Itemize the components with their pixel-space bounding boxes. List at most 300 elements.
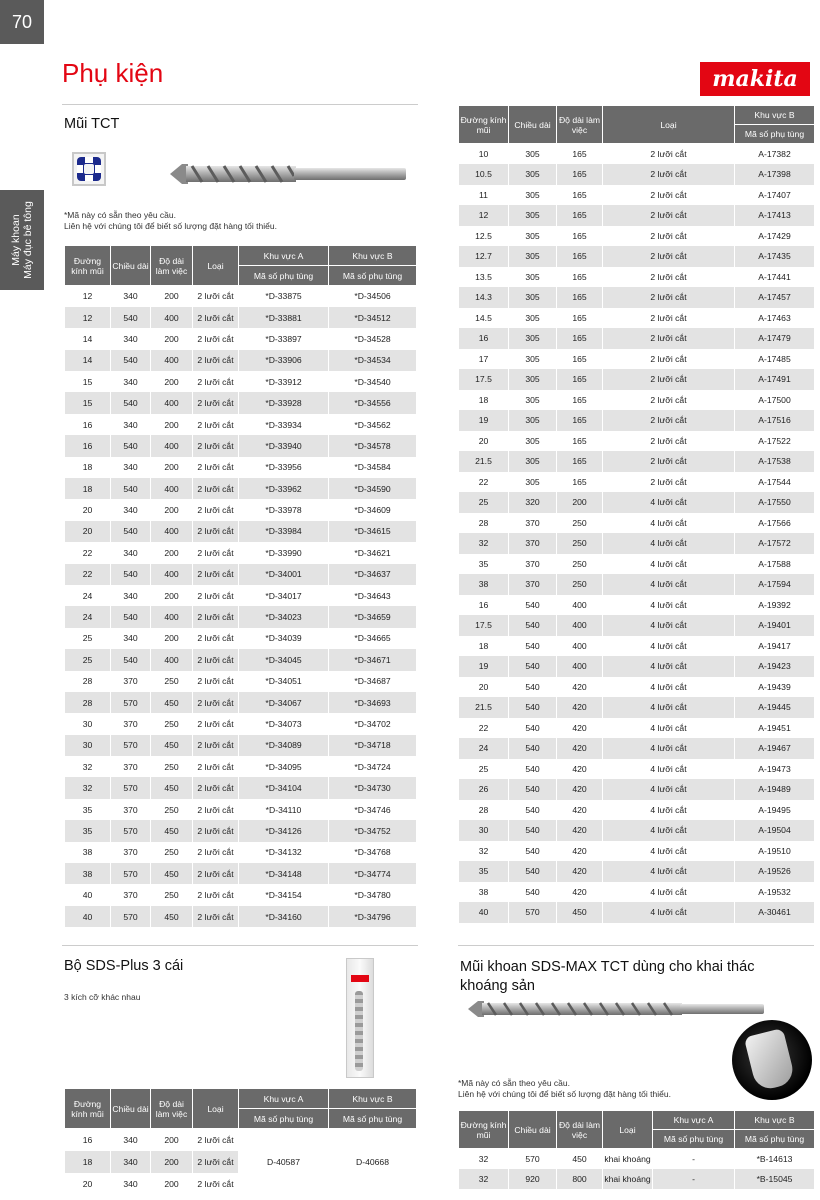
table-cell: A-17500: [735, 390, 815, 411]
table-cell: 540: [509, 636, 557, 657]
table-cell: 4 lưỡi cắt: [603, 759, 735, 780]
table-cell: 12.5: [459, 226, 509, 247]
col-header-area-a: Khu vực A: [653, 1111, 735, 1130]
table-cell: 4 lưỡi cắt: [603, 820, 735, 841]
table-cell: 540: [111, 307, 151, 328]
table-cell: *D-34718: [329, 735, 417, 756]
table-cell: -: [653, 1149, 735, 1169]
table-cell: 570: [111, 863, 151, 884]
table-cell: 400: [151, 649, 193, 670]
table-cell: 540: [509, 861, 557, 882]
table-cell: A-17566: [735, 513, 815, 534]
table-row: [459, 472, 815, 493]
col-header-area-b: Khu vực B: [329, 246, 417, 266]
table-cell: 400: [151, 478, 193, 499]
table-cell: 18: [65, 1151, 111, 1173]
col-header-working-length: Độ dài làm việc: [151, 1089, 193, 1129]
table-cell: 2 lưỡi cắt: [193, 692, 239, 713]
table-cell: 4 lưỡi cắt: [603, 513, 735, 534]
table-cell: 25: [65, 649, 111, 670]
table-cell: 28: [65, 671, 111, 692]
table-cell: 20: [65, 1173, 111, 1195]
table-cell: A-17413: [735, 205, 815, 226]
table-row: [65, 884, 417, 905]
table-cell: 540: [111, 649, 151, 670]
table-cell: 165: [557, 410, 603, 431]
col-header-area-a: Khu vực A: [239, 246, 329, 266]
table-cell: 16: [65, 414, 111, 435]
table-cell: 340: [111, 414, 151, 435]
table-cell: 30: [459, 820, 509, 841]
col-header-working-length: Độ dài làm việc: [557, 106, 603, 144]
table-cell: 38: [459, 882, 509, 903]
table-cell: -: [653, 1169, 735, 1189]
table-cell: *D-34730: [329, 777, 417, 798]
table-cell: 2 lưỡi cắt: [193, 884, 239, 905]
table-row: [65, 414, 417, 435]
table-cell: 200: [151, 542, 193, 563]
table-cell: A-19489: [735, 779, 815, 800]
table-cell: 340: [111, 1129, 151, 1151]
page-title: Phụ kiện: [62, 58, 164, 88]
table-cell: 14: [65, 350, 111, 371]
table-cell: 540: [509, 615, 557, 636]
table-cell: 28: [459, 800, 509, 821]
table-cell: *D-33990: [239, 542, 329, 563]
table-row: [459, 513, 815, 534]
table-cell: 400: [557, 656, 603, 677]
table-cell: 25: [459, 492, 509, 513]
table-cell: 32: [459, 841, 509, 862]
table-cell: 2 lưỡi cắt: [193, 628, 239, 649]
col-header-diameter: Đường kính mũi: [65, 246, 111, 286]
table-cell: 200: [151, 585, 193, 606]
table-cell: *D-34154: [239, 884, 329, 905]
table-row: [65, 307, 417, 328]
table-cell: 19: [459, 410, 509, 431]
sds-max-table-body: [459, 1149, 815, 1189]
table-row: [65, 649, 417, 670]
table-cell: *D-33897: [239, 328, 329, 349]
table-cell: 400: [151, 307, 193, 328]
page-number: 70: [0, 0, 44, 44]
table-cell: *D-34556: [329, 392, 417, 413]
table-cell: 450: [557, 902, 603, 923]
table-cell: 20: [65, 521, 111, 542]
table-cell: 2 lưỡi cắt: [193, 371, 239, 392]
table-cell: *D-33928: [239, 392, 329, 413]
table-cell: 305: [509, 226, 557, 247]
table-cell: 2 lưỡi cắt: [603, 226, 735, 247]
col-header-area-b: Khu vực B: [735, 106, 815, 125]
table-cell: 200: [151, 414, 193, 435]
table-cell: 200: [151, 371, 193, 392]
tct-note: [64, 210, 277, 232]
table-cell: 305: [509, 205, 557, 226]
table-row: [459, 349, 815, 370]
table-row: [459, 287, 815, 308]
table-row: [459, 267, 815, 288]
section-divider: [62, 104, 418, 105]
table-cell: *D-34023: [239, 606, 329, 627]
table-cell: *D-34615: [329, 521, 417, 542]
table-cell: 305: [509, 451, 557, 472]
col-header-area-b: Khu vực B: [735, 1111, 815, 1130]
table-row: [459, 636, 815, 657]
table-cell: 25: [459, 759, 509, 780]
table-cell: 370: [509, 513, 557, 534]
table-cell: 165: [557, 349, 603, 370]
table-cell: 2 lưỡi cắt: [193, 307, 239, 328]
table-cell: 4 lưỡi cắt: [603, 636, 735, 657]
table-cell: 340: [111, 1173, 151, 1195]
table-row: [459, 595, 815, 616]
table-cell: 370: [111, 842, 151, 863]
table-cell: 165: [557, 390, 603, 411]
table-cell: 450: [151, 735, 193, 756]
table-cell: 250: [557, 554, 603, 575]
table-cell: *D-34671: [329, 649, 417, 670]
table-cell: 400: [151, 606, 193, 627]
table-cell: *D-34104: [239, 777, 329, 798]
table-cell: *D-34724: [329, 756, 417, 777]
table-cell: A-17572: [735, 533, 815, 554]
table-cell: 305: [509, 185, 557, 206]
table-cell: 540: [509, 595, 557, 616]
table-cell: *D-33906: [239, 350, 329, 371]
table-cell: 570: [509, 1149, 557, 1169]
table-row: [459, 902, 815, 923]
table-row: [459, 697, 815, 718]
table-cell: 340: [111, 371, 151, 392]
table-cell: 400: [151, 435, 193, 456]
table-cell: 420: [557, 738, 603, 759]
table-cell: 4 lưỡi cắt: [603, 492, 735, 513]
table-cell: 4 lưỡi cắt: [603, 800, 735, 821]
col-header-part-no-a: Mã số phụ tùng: [239, 1109, 329, 1129]
table-cell: 370: [111, 671, 151, 692]
table-cell: 420: [557, 718, 603, 739]
col-header-part-no-b: Mã số phụ tùng: [329, 266, 417, 286]
table-cell: 420: [557, 841, 603, 862]
table-cell: A-19495: [735, 800, 815, 821]
table-cell: *D-34132: [239, 842, 329, 863]
table-row: [459, 144, 815, 165]
table-cell: 540: [509, 779, 557, 800]
table-cell: 35: [459, 861, 509, 882]
table-cell: 2 lưỡi cắt: [193, 542, 239, 563]
table-cell: 20: [459, 677, 509, 698]
table-cell: 21.5: [459, 451, 509, 472]
table-cell: 200: [151, 1173, 193, 1195]
table-cell: A-17544: [735, 472, 815, 493]
table-row: [459, 369, 815, 390]
table-cell: 340: [111, 457, 151, 478]
table-cell: 305: [509, 246, 557, 267]
table-cell: 2 lưỡi cắt: [193, 842, 239, 863]
table-cell: 540: [509, 820, 557, 841]
table-row: [459, 574, 815, 595]
table-cell: 450: [151, 820, 193, 841]
sds-max-heading-line-1: Mũi khoan SDS-MAX TCT dùng cho khai thác: [460, 959, 755, 975]
table-cell: 24: [459, 738, 509, 759]
table-cell: 14.3: [459, 287, 509, 308]
table-cell: 2 lưỡi cắt: [603, 144, 735, 165]
col-header-part-no-a: Mã số phụ tùng: [653, 1130, 735, 1149]
table-cell: A-30461: [735, 902, 815, 923]
table-cell: 4 lưỡi cắt: [603, 841, 735, 862]
table-row: [65, 906, 417, 927]
table-cell: 22: [65, 564, 111, 585]
table-cell: *D-34512: [329, 307, 417, 328]
table-cell: 570: [111, 777, 151, 798]
section-heading-sds-max: [460, 958, 754, 996]
table-row: [65, 756, 417, 777]
table-cell: 18: [65, 457, 111, 478]
table-cell: *D-34095: [239, 756, 329, 777]
table-cell: A-17491: [735, 369, 815, 390]
table-cell: A-19439: [735, 677, 815, 698]
table-cell: 340: [111, 286, 151, 307]
table-cell: 18: [459, 636, 509, 657]
table-cell: 250: [151, 842, 193, 863]
table-row: [65, 521, 417, 542]
table-cell: 4 lưỡi cắt: [603, 882, 735, 903]
table-cell: 540: [509, 738, 557, 759]
table-cell: 540: [111, 521, 151, 542]
table-cell: 165: [557, 451, 603, 472]
table-row: [459, 738, 815, 759]
kit-bit-icon: [355, 991, 363, 1071]
table-cell: 305: [509, 410, 557, 431]
table-row: [65, 350, 417, 371]
sds-max-note: [458, 1078, 671, 1100]
table-row: [65, 842, 417, 863]
col-header-part-no-b: Mã số phụ tùng: [735, 1130, 815, 1149]
table-cell: 420: [557, 779, 603, 800]
table-cell: *D-34659: [329, 606, 417, 627]
table-cell: 12.7: [459, 246, 509, 267]
col-header-part-no-b: Mã số phụ tùng: [329, 1109, 417, 1129]
table-cell: *D-34687: [329, 671, 417, 692]
table-cell: 2 lưỡi cắt: [603, 328, 735, 349]
table-cell: 4 lưỡi cắt: [603, 533, 735, 554]
table-cell: *D-33912: [239, 371, 329, 392]
col-header-type: Loại: [603, 106, 735, 144]
table-cell: *D-34089: [239, 735, 329, 756]
table-cell: *D-34506: [329, 286, 417, 307]
col-header-part-no-b: Mã số phụ tùng: [735, 125, 815, 144]
table-cell: *D-34643: [329, 585, 417, 606]
table-cell: 340: [111, 585, 151, 606]
right-spec-table: [458, 105, 815, 923]
table-cell: 24: [65, 585, 111, 606]
table-cell: A-17516: [735, 410, 815, 431]
table-cell: 200: [151, 1129, 193, 1151]
tct-table-body: [65, 286, 417, 928]
table-cell: 370: [509, 574, 557, 595]
table-cell: 20: [459, 431, 509, 452]
side-tab-label: [10, 201, 34, 279]
part-no-area-b: D-40668: [329, 1129, 417, 1195]
table-cell: 2 lưỡi cắt: [603, 267, 735, 288]
table-row: [65, 713, 417, 734]
table-cell: *D-34045: [239, 649, 329, 670]
table-cell: 2 lưỡi cắt: [193, 820, 239, 841]
table-cell: 2 lưỡi cắt: [193, 1129, 239, 1151]
tct-spec-table: [64, 245, 417, 927]
table-cell: 2 lưỡi cắt: [193, 756, 239, 777]
table-cell: 24: [65, 606, 111, 627]
table-cell: 2 lưỡi cắt: [193, 1173, 239, 1195]
table-cell: 540: [509, 841, 557, 862]
table-cell: 920: [509, 1169, 557, 1189]
table-cell: 2 lưỡi cắt: [193, 713, 239, 734]
table-cell: 16: [65, 435, 111, 456]
table-cell: *D-34746: [329, 799, 417, 820]
table-cell: 200: [151, 457, 193, 478]
table-row: [459, 390, 815, 411]
table-row: [459, 656, 815, 677]
table-cell: A-19467: [735, 738, 815, 759]
table-cell: 2 lưỡi cắt: [193, 392, 239, 413]
table-cell: 165: [557, 287, 603, 308]
table-cell: 305: [509, 369, 557, 390]
table-cell: 4 lưỡi cắt: [603, 697, 735, 718]
table-cell: 540: [509, 656, 557, 677]
table-cell: *D-34768: [329, 842, 417, 863]
table-cell: 40: [65, 906, 111, 927]
table-cell: *D-34693: [329, 692, 417, 713]
table-cell: A-17479: [735, 328, 815, 349]
table-cell: 540: [111, 392, 151, 413]
table-cell: 2 lưỡi cắt: [603, 205, 735, 226]
table-row: [65, 435, 417, 456]
table-row: [459, 1149, 815, 1169]
table-cell: *B-14613: [735, 1149, 815, 1169]
table-cell: 165: [557, 267, 603, 288]
table-cell: 30: [65, 713, 111, 734]
table-cell: *D-34017: [239, 585, 329, 606]
table-cell: *D-34126: [239, 820, 329, 841]
table-cell: 2 lưỡi cắt: [603, 472, 735, 493]
table-cell: 38: [459, 574, 509, 595]
table-row: [65, 777, 417, 798]
table-cell: *D-34702: [329, 713, 417, 734]
side-tab-line-1: Máy khoan: [10, 214, 22, 266]
table-cell: 165: [557, 144, 603, 165]
table-cell: 370: [111, 756, 151, 777]
table-cell: 2 lưỡi cắt: [193, 564, 239, 585]
section-divider: [458, 945, 814, 946]
table-cell: 250: [151, 713, 193, 734]
table-cell: 400: [151, 564, 193, 585]
table-cell: 570: [111, 735, 151, 756]
table-cell: 250: [151, 671, 193, 692]
table-cell: 32: [459, 533, 509, 554]
table-row: [459, 410, 815, 431]
table-cell: 165: [557, 308, 603, 329]
table-cell: 540: [509, 718, 557, 739]
table-cell: 2 lưỡi cắt: [603, 287, 735, 308]
table-cell: 370: [111, 884, 151, 905]
table-cell: A-17588: [735, 554, 815, 575]
table-cell: 2 lưỡi cắt: [603, 431, 735, 452]
table-cell: 200: [151, 499, 193, 520]
table-row: [459, 554, 815, 575]
table-cell: 11: [459, 185, 509, 206]
table-cell: A-19510: [735, 841, 815, 862]
table-cell: 19: [459, 656, 509, 677]
table-cell: 2 lưỡi cắt: [193, 585, 239, 606]
table-cell: 2 lưỡi cắt: [193, 799, 239, 820]
table-cell: 165: [557, 472, 603, 493]
table-cell: *D-33940: [239, 435, 329, 456]
table-cell: 305: [509, 308, 557, 329]
table-cell: 540: [509, 697, 557, 718]
table-cell: *D-34578: [329, 435, 417, 456]
table-cell: 305: [509, 287, 557, 308]
table-cell: 4 lưỡi cắt: [603, 718, 735, 739]
tip-closeup-icon: [732, 1020, 812, 1100]
table-cell: A-19451: [735, 718, 815, 739]
table-cell: 18: [459, 390, 509, 411]
table-cell: *D-34796: [329, 906, 417, 927]
section-divider: [62, 945, 418, 946]
table-row: [459, 185, 815, 206]
table-cell: 15: [65, 392, 111, 413]
table-cell: 570: [111, 906, 151, 927]
table-cell: 450: [151, 777, 193, 798]
table-cell: 2 lưỡi cắt: [603, 185, 735, 206]
col-header-type: Loại: [603, 1111, 653, 1149]
table-cell: *D-33984: [239, 521, 329, 542]
table-cell: 200: [151, 286, 193, 307]
table-cell: *D-33978: [239, 499, 329, 520]
table-cell: 2 lưỡi cắt: [193, 906, 239, 927]
table-cell: 2 lưỡi cắt: [603, 369, 735, 390]
section-heading-sds-plus: Bộ SDS-Plus 3 cái: [64, 958, 184, 974]
table-cell: *D-33956: [239, 457, 329, 478]
table-cell: 12: [65, 286, 111, 307]
table-cell: *D-34637: [329, 564, 417, 585]
table-cell: 16: [459, 595, 509, 616]
table-cell: 165: [557, 431, 603, 452]
table-row: [65, 735, 417, 756]
table-cell: 4 lưỡi cắt: [603, 595, 735, 616]
table-cell: 450: [151, 863, 193, 884]
table-cell: *D-34073: [239, 713, 329, 734]
table-cell: 2 lưỡi cắt: [193, 606, 239, 627]
table-cell: 17: [459, 349, 509, 370]
table-cell: 20: [65, 499, 111, 520]
table-cell: 420: [557, 759, 603, 780]
table-cell: A-19526: [735, 861, 815, 882]
table-cell: 4 lưỡi cắt: [603, 861, 735, 882]
table-cell: 400: [151, 350, 193, 371]
table-row: [65, 478, 417, 499]
table-cell: A-17463: [735, 308, 815, 329]
col-header-area-b: Khu vực B: [329, 1089, 417, 1109]
col-header-total-length: Chiều dài: [111, 246, 151, 286]
table-cell: 370: [111, 799, 151, 820]
table-cell: 800: [557, 1169, 603, 1189]
table-cell: 2 lưỡi cắt: [193, 328, 239, 349]
table-cell: A-17429: [735, 226, 815, 247]
table-cell: A-17538: [735, 451, 815, 472]
table-cell: *D-34067: [239, 692, 329, 713]
sds-max-heading-line-2: khoáng sản: [460, 978, 535, 994]
